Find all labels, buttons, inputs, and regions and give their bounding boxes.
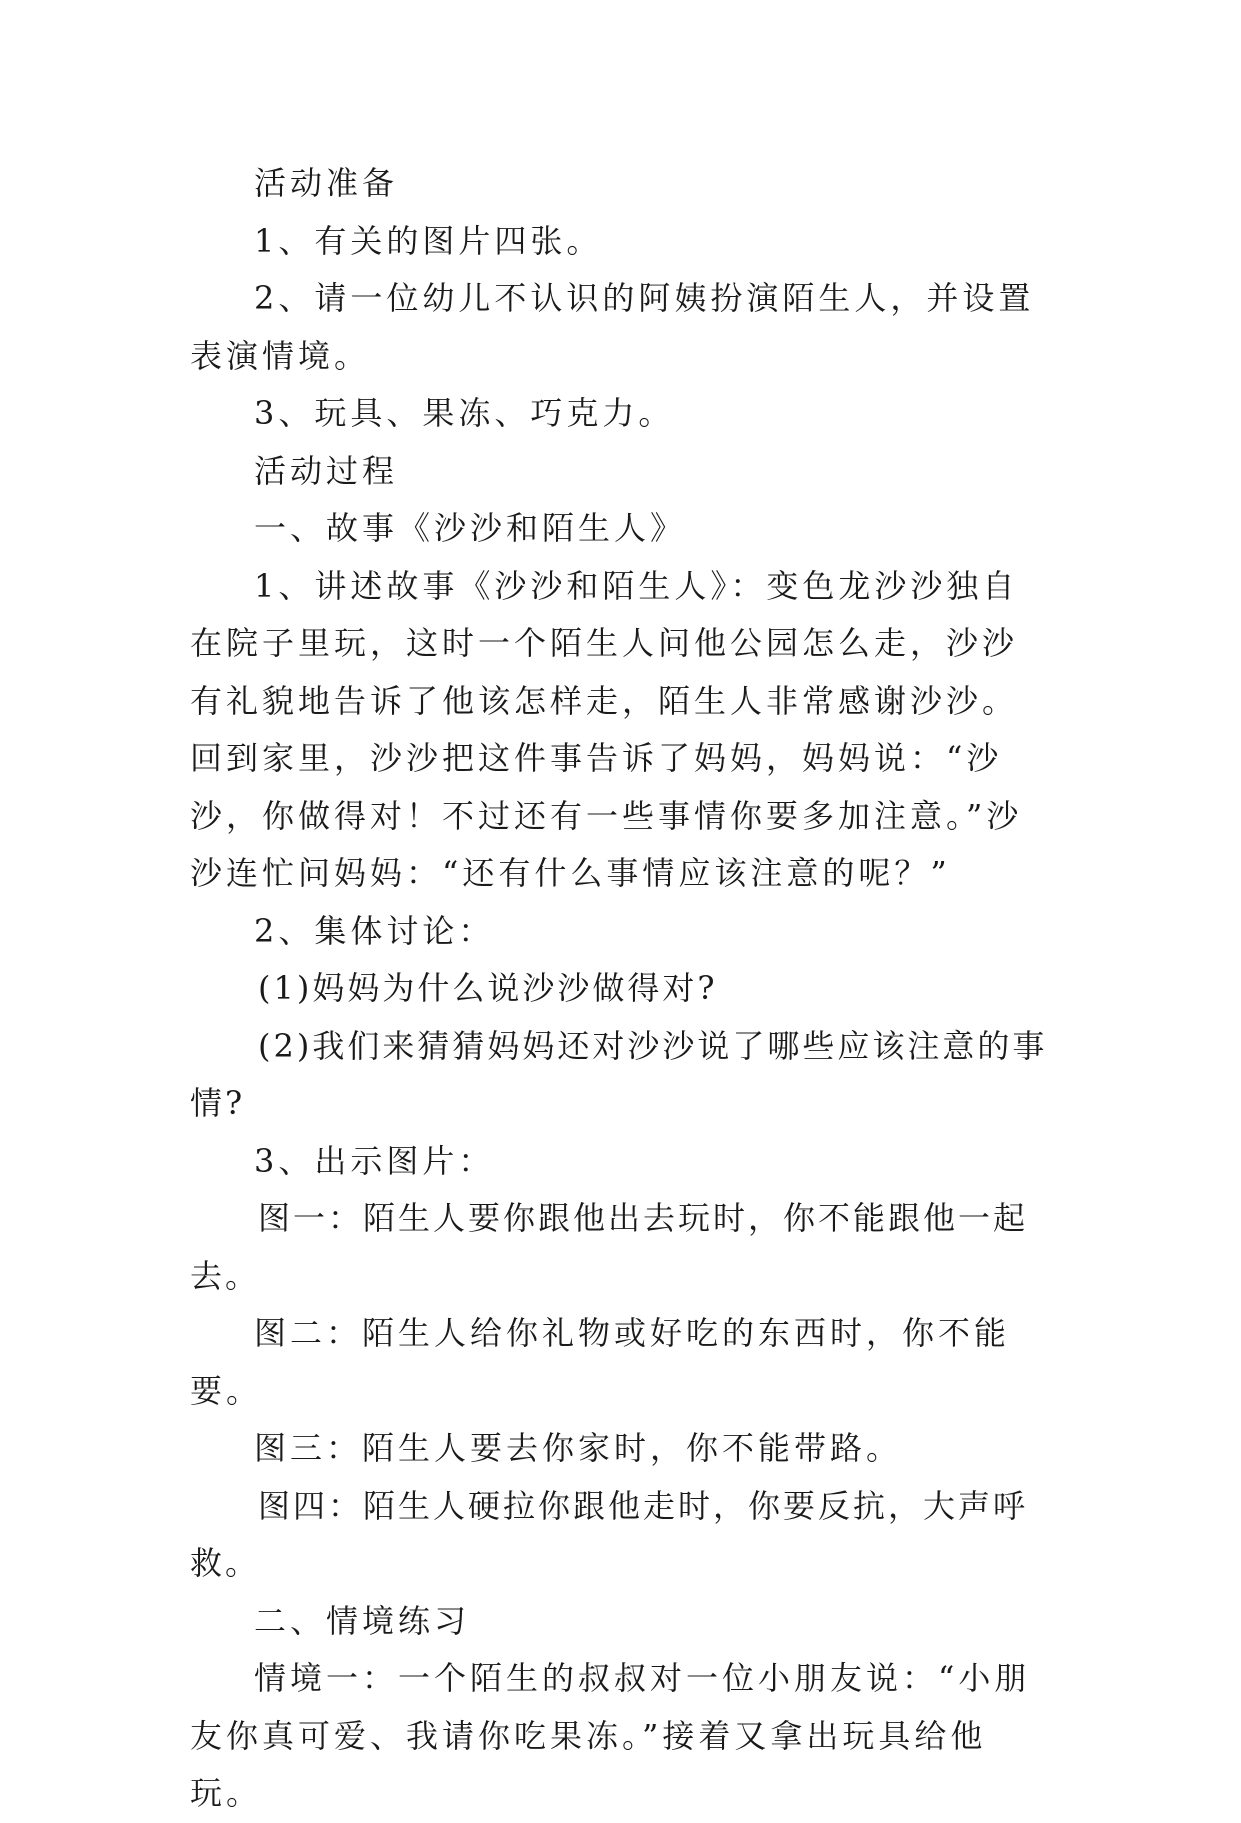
question-2: (2)我们来猜猜妈妈还对沙沙说了哪些应该注意的事情?	[190, 1026, 1048, 1122]
scenario-1-paragraph: 情境一：一个陌生的叔叔对一位小朋友说：“小朋友你真可爱、我请你吃果冻。”接着又拿出玩具给他玩。	[190, 1659, 1031, 1812]
prep-heading: 活动准备	[254, 164, 399, 202]
section-heading-story: 一、故事《沙沙和陌生人》	[254, 509, 687, 547]
show-pictures-item: 3、出示图片：	[254, 1141, 495, 1180]
story-paragraph: 1、讲述故事《沙沙和陌生人》：变色龙沙沙独自在院子里玩，这时一个陌生人问他公园怎么走，沙沙有礼貌地告诉了他该怎样走，陌生人非常感谢沙沙。回到家里，沙沙把这件事告诉了妈妈，妈妈说：“沙沙，你做得对！不过还有一些事情你要多加注意。”沙沙连忙问妈妈：“还有什么事情应该注意的呢？”	[190, 566, 1023, 892]
picture-2-text: 图二：陌生人给你礼物或好吃的东西时，你不能要。	[190, 1314, 1011, 1410]
document-body	[190, 155, 1050, 1823]
picture-4-text: 图四：陌生人硬拉你跟他走时，你要反抗，大声呼救。	[190, 1486, 1029, 1582]
process-heading: 活动过程	[254, 451, 399, 490]
picture-1-text: 图一：陌生人要你跟他出去玩时，你不能跟他一起去。	[190, 1199, 1029, 1295]
section-heading-scenario: 二、情境练习	[254, 1601, 471, 1640]
prep-item-1: 1、有关的图片四张。	[254, 221, 603, 260]
prep-item-3: 3、玩具、果冻、巧克力。	[254, 394, 675, 432]
question-1: (1)妈妈为什么说沙沙做得对?	[258, 969, 718, 1007]
picture-3-text: 图三：陌生人要去你家时，你不能带路。	[254, 1429, 903, 1467]
discussion-item: 2、集体讨论：	[254, 911, 495, 950]
prep-item-2: 2、请一位幼儿不认识的阿姨扮演陌生人，并设置表演情境。	[190, 279, 1035, 375]
